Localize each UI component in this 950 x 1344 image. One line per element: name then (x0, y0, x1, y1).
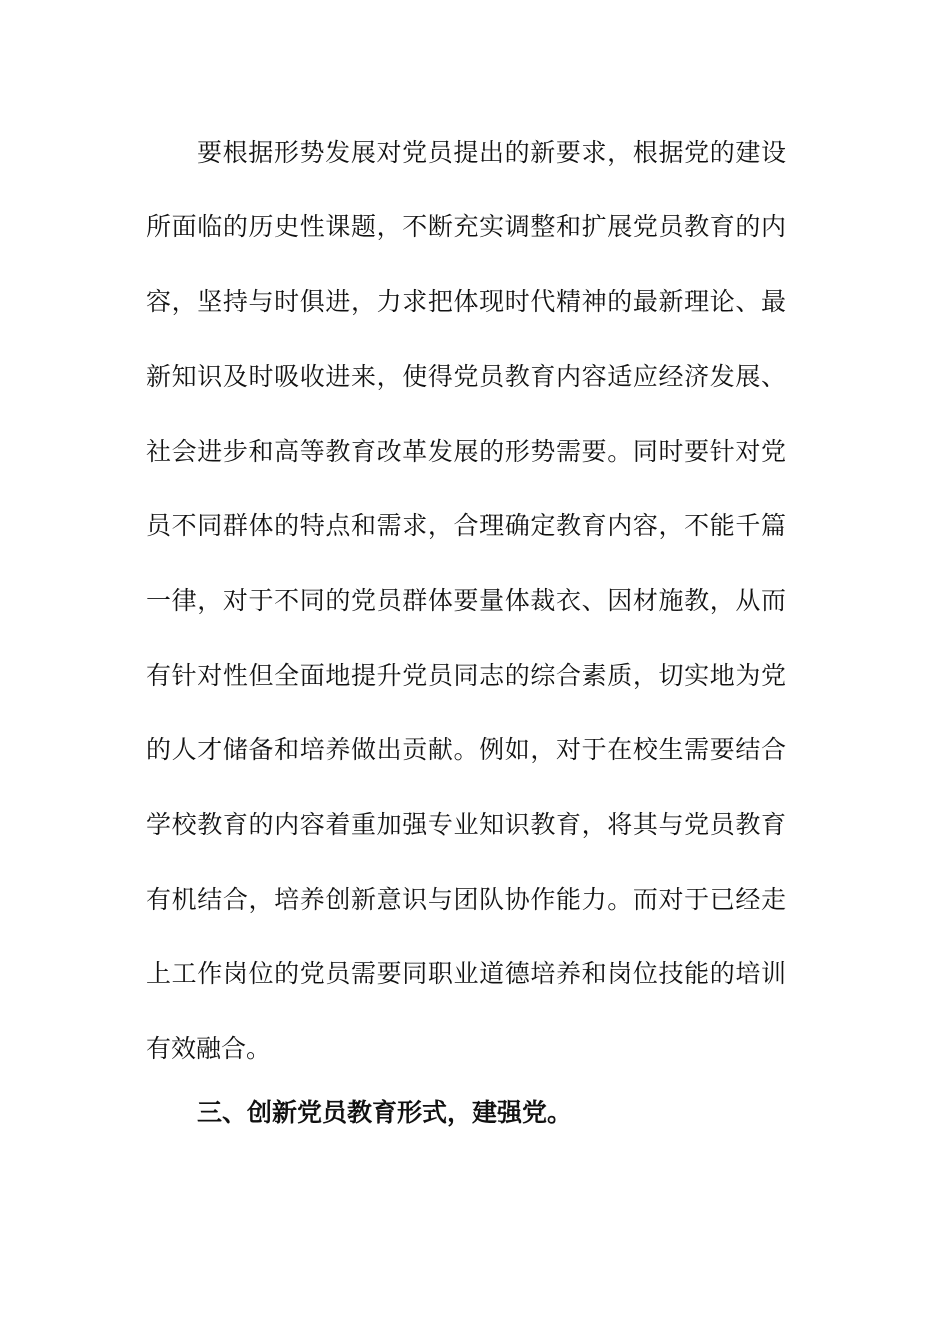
paragraph-line: 有针对性但全面地提升党员同志的综合素质，切实地为党 (146, 661, 786, 690)
paragraph-line: 新知识及时吸收进来，使得党员教育内容适应经济发展、 (146, 362, 786, 391)
section-heading: 三、创新党员教育形式，建强党。 (197, 1098, 573, 1127)
paragraph-line: 容，坚持与时俱进，力求把体现时代精神的最新理论、最 (146, 287, 786, 316)
paragraph-line: 上工作岗位的党员需要同职业道德培养和岗位技能的培训 (146, 959, 786, 988)
paragraph-line: 的人才储备和培养做出贡献。例如，对于在校生需要结合 (146, 735, 786, 764)
paragraph-line: 所面临的历史性课题，不断充实调整和扩展党员教育的内 (146, 212, 786, 241)
paragraph-line: 有机结合，培养创新意识与团队协作能力。而对于已经走 (146, 885, 786, 914)
paragraph-line: 社会进步和高等教育改革发展的形势需要。同时要针对党 (146, 437, 786, 466)
paragraph-line: 有效融合。 (146, 1034, 272, 1063)
paragraph-line: 学校教育的内容着重加强专业知识教育，将其与党员教育 (146, 810, 786, 839)
paragraph-line: 要根据形势发展对党员提出的新要求，根据党的建设 (197, 138, 786, 167)
paragraph-line: 员不同群体的特点和需求，合理确定教育内容，不能千篇 (146, 511, 786, 540)
paragraph-line: 一律，对于不同的党员群体要量体裁衣、因材施教，从而 (146, 586, 786, 615)
